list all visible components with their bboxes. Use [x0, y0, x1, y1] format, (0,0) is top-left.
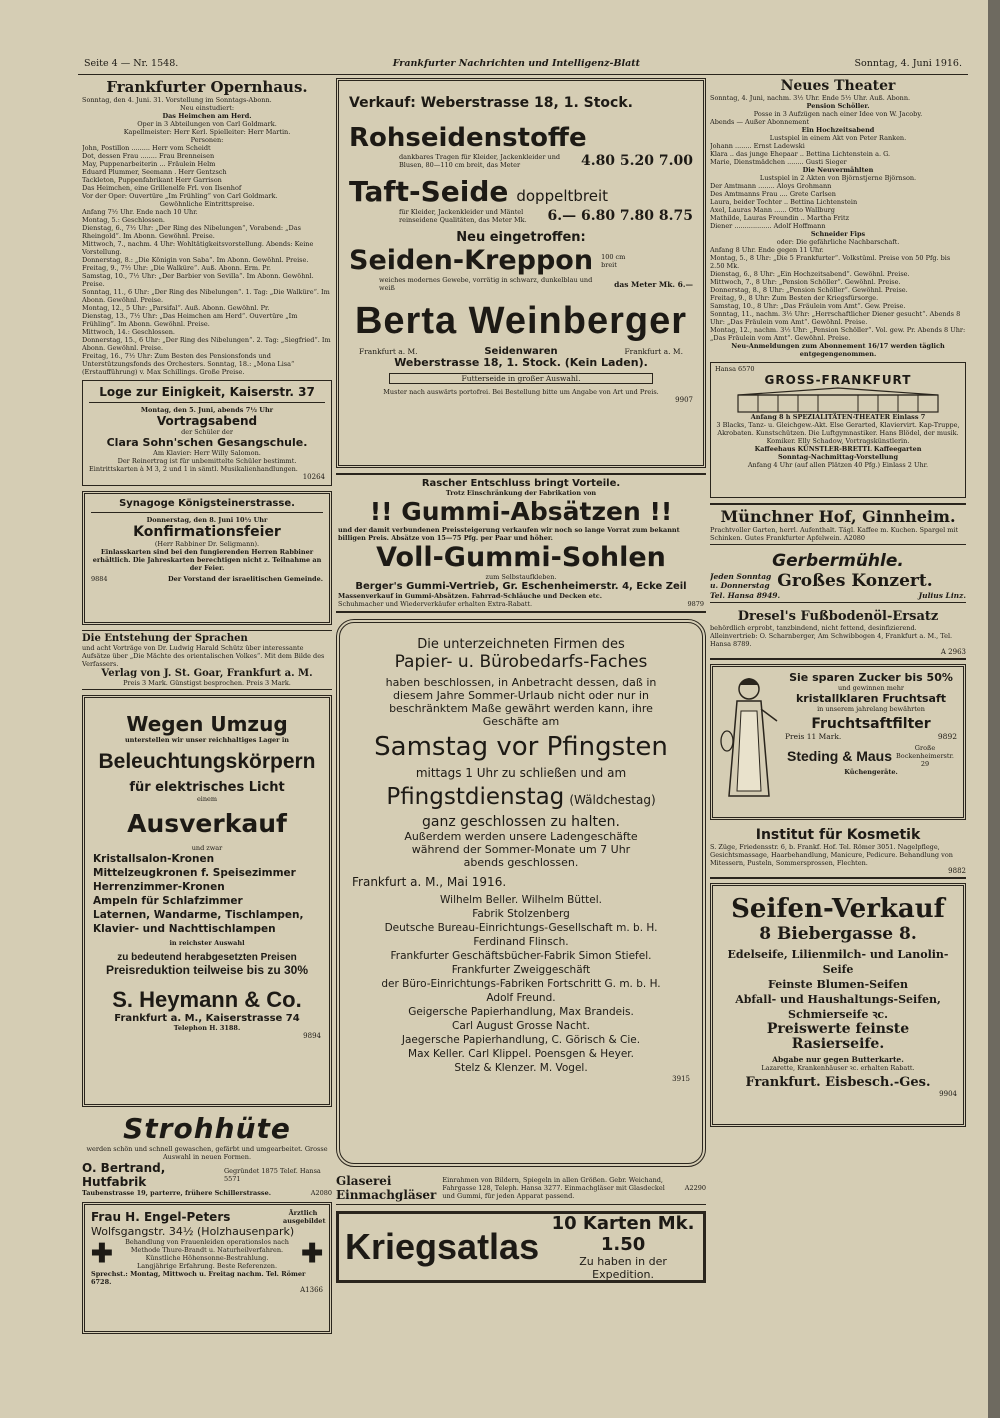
- papier-firm: Max Keller. Carl Klippel. Poensgen & Heyer.: [408, 1048, 634, 1060]
- housewife-illustration-icon: [719, 671, 779, 801]
- papier-closed: ganz geschlossen zu halten.: [422, 814, 620, 830]
- header-title: Frankfurter Nachrichten und Intelligenz-Blatt: [392, 58, 641, 69]
- cross-icon: ✚: [91, 1239, 113, 1269]
- weinberger-p2-prices: 6.— 6.80 7.80 8.75: [547, 208, 693, 224]
- umzug-items: [93, 852, 321, 936]
- program-row: Anfang 7½ Uhr. Ende nach 10 Uhr.: [82, 208, 198, 216]
- kosmetik-title: Institut für Kosmetik: [755, 827, 921, 843]
- weinberger-p2-text: für Kleider, Jackenkleider und Mäntel reinseidene Qualitäten, das Meter Mk.: [399, 208, 527, 224]
- kosmetik-ad: [710, 825, 966, 879]
- umzug-for: für elektrisches Licht: [129, 780, 285, 795]
- papier-day2: Pfingstdienstag: [386, 784, 565, 810]
- cast-row: Eduard Plummer, Seemann . Herr Gentzsch: [82, 168, 227, 176]
- kriegsatlas-ad: [336, 1211, 706, 1283]
- strohhuete-address: Taubenstrasse 19, parterre, frühere Schillerstrasse.: [82, 1189, 271, 1197]
- nt-cast-row: Axel, Lauras Mann ...... Otto Wallburg: [710, 206, 835, 214]
- loge-event: Vortragsabend: [156, 414, 258, 428]
- papier-ad: [336, 619, 706, 1167]
- nt-program-row: Dienstag, 6., 8 Uhr: „Ein Hochzeitsabend“. Gewöhnl. Preise.: [710, 270, 910, 278]
- engel-line: Künstliche Höhensonne-Bestrahlung.: [145, 1254, 269, 1262]
- seifen-line: Preiswerte feinste Rasierseife.: [766, 1021, 910, 1052]
- umzug-choice: in reichster Auswahl: [169, 939, 245, 947]
- loge-date: Montag, den 5. Juni, abends 7½ Uhr: [140, 406, 274, 414]
- program-row: Dienstag, 13., 7½ Uhr: „Das Heimchen am Herd“. Ouvertüre „Im Frühling“. Im Abonn. Gewöhnl. Preise.: [82, 312, 298, 328]
- engel-ad: [82, 1202, 332, 1334]
- weinberger-p2: Taft-Seide: [349, 175, 509, 208]
- gummi-top: Rascher Entschluss bringt Vorteile.: [421, 478, 621, 489]
- muenchner-title: Münchner Hof, Ginnheim.: [720, 507, 956, 526]
- engel-address: Wolfsgangstr. 34½ (Holzhausenpark): [91, 1225, 295, 1238]
- umzug-ad: [82, 695, 332, 1107]
- opernhaus-listing: [82, 78, 332, 376]
- gerbermuehle-days2: u. Donnerstag: [710, 581, 770, 590]
- weinberger-foot: Muster nach auswärts portofrei. Bei Bestellung bitte um Angabe von Art und Preis.: [383, 388, 659, 396]
- papier-day1: Samstag vor Pfingsten: [374, 732, 668, 762]
- steding-goods: Küchengeräte.: [844, 768, 898, 776]
- glaserei-code: A2290: [684, 1184, 706, 1192]
- gerbermuehle-ad: [710, 549, 966, 603]
- seifen-ad: [710, 883, 966, 1127]
- glaserei-ad: [336, 1172, 706, 1205]
- strohhuete-ad: [82, 1112, 332, 1197]
- dresel-text: behördlich erprobt, tanzbindend, nicht fettend, desinfizierend. Alleinvertrieb: O. Scharnberger, Am Schwibbogen 4, Frankfurt a. M., Tel. Hansa 8789.: [710, 624, 953, 648]
- program-row: Mittwoch, 14.: Geschlossen.: [82, 328, 175, 336]
- papier-firm: der Büro-Einrichtungs-Fabriken Fortschritt G. m. b. H.: [381, 978, 661, 990]
- umzug-sub: unterstellen wir unser reichhaltiges Lager in: [124, 736, 290, 744]
- opernhaus-title: Frankfurter Opernhaus.: [106, 78, 308, 96]
- cast-row: May, Puppenarbeiterin ... Fräulein Helm: [82, 160, 216, 168]
- gf-sunday: Sonntag-Nachmittag-Vorstellung: [777, 453, 899, 461]
- engel-line: Behandlung von Frauenleiden operationslos nach Methode Thure-Brandt u. Naturheilverfahren.: [125, 1238, 289, 1254]
- seifen-line: Edelseife, Lilienmilch- und Lanolin-Seife: [727, 948, 949, 976]
- weinberger-code: 9907: [675, 396, 693, 404]
- column-right: [710, 78, 966, 1132]
- engel-hours: Sprechst.: Montag, Mittwoch u. Freitag nachm. Tel. Römer 6728.: [91, 1270, 306, 1286]
- program-row: Donnerstag, 8.: „Die Königin von Saba“. Im Abonn. Gewöhnl. Preise.: [82, 256, 309, 264]
- program-row: Donnerstag, 15., 6 Uhr: „Der Ring des Nibelungen“. 2. Tag: „Siegfried“. Im Abonn. Gewöhnl. Preise.: [82, 336, 331, 352]
- umzug-item: Herrenzimmer-Kronen: [93, 881, 225, 893]
- umzug-item: Ampeln für Schlafzimmer: [93, 895, 243, 907]
- seifen-note: Abgabe nur gegen Butterkarte.: [772, 1055, 904, 1064]
- sprachen-ad: [82, 630, 332, 690]
- loge-school: Clara Sohn'schen Gesangschule.: [106, 436, 308, 449]
- column-middle: [336, 78, 706, 1288]
- gummi-h1: !! Gummi-Absätzen !!: [369, 497, 673, 526]
- nt-cast-row: Des Amtmanns Frau .... Grete Carlsen: [710, 190, 836, 198]
- dresel-code: A 2963: [940, 648, 966, 656]
- engel-title: Frau H. Engel-Peters: [91, 1210, 231, 1224]
- program-row: Freitag, 9., 7½ Uhr: „Die Walküre“. Auß. Abonn. Erm. Pr.: [82, 264, 271, 272]
- engel-code: A1366: [300, 1286, 323, 1294]
- weinberger-city-right: Frankfurt a. M.: [624, 347, 683, 356]
- nt-program-row: Anfang 8 Uhr. Ende gegen 11 Uhr.: [710, 246, 824, 254]
- umzug-in: einem: [196, 795, 218, 803]
- nt-program-row: Sonntag, 11., nachm. 3½ Uhr: „Herrschaftlicher Diener gesucht“. Abends 8 Uhr: „Das Fräulein vom Amt“. Gewöhnl. Preise.: [710, 310, 961, 326]
- weinberger-lining: Futterseide in großer Auswahl.: [389, 373, 653, 384]
- nt-play4: Schneider Fips: [810, 230, 866, 238]
- theater-building-icon: [718, 387, 958, 413]
- seifen-firm: Frankfurt. Eisbesch.-Ges.: [745, 1075, 931, 1090]
- nt-cast-row: Marie, Dienstmädchen ........ Gusti Sieger: [710, 158, 847, 166]
- gerbermuehle-owner: Julius Linz.: [918, 591, 966, 600]
- synagoge-event: Konfirmationsfeier: [133, 524, 281, 540]
- weinberger-top: Verkauf: Weberstrasse 18, 1. Stock.: [349, 95, 633, 111]
- synagoge-text: Einlasskarten sind bei den fungierenden Herren Rabbiner erhältlich. Die Jahreskarten berechtigen nicht z. Teilnahme an der Feier.: [92, 548, 322, 572]
- umzug-sale: Ausverkauf: [127, 809, 287, 838]
- gf-phone: Hansa 6570: [715, 365, 755, 373]
- gf-sub: Anfang 8 h SPEZIALITÄTEN-THEATER Einlass 7: [750, 413, 926, 421]
- gummi-sub: Trotz Einschränkung der Fabrikation von: [445, 489, 597, 497]
- umzug-reduced: zu bedeutend herabgesetzten Preisen: [117, 952, 297, 963]
- nt-cast-row: Mathilde, Lauras Freundin .. Martha Fritz: [710, 214, 850, 222]
- steding-h2b: in unserem jahrelang bewährten: [817, 705, 925, 713]
- umzug-title: Wegen Umzug: [126, 712, 288, 736]
- program-row: Samstag, 10., 7½ Uhr: „Der Barbier von Sevilla“. Im Abonn. Gewöhnl. Preise.: [82, 272, 314, 288]
- weinberger-new: Neu eingetroffen:: [456, 230, 586, 245]
- program-row: Montag, 12., 5 Uhr: „Parsifal“. Auß. Abonn. Gewöhnl. Pr.: [82, 304, 270, 312]
- gerbermuehle-event: Großes Konzert.: [777, 571, 933, 591]
- dresel-ad: [710, 607, 966, 660]
- weinberger-p1-text: dankbares Tragen für Kleider, Jackenkleider und Blusen, 80—110 cm breit, das Meter: [399, 153, 561, 169]
- strohhuete-firm: O. Bertrand, Hutfabrik: [82, 1161, 166, 1189]
- loge-title: Loge zur Einigkeit, Kaiserstr. 37: [99, 385, 315, 399]
- gummi-text: und der damit verbundenen Preissteigerung verkaufen wir noch so lange Vorrat zum bekannt billigen Preis. Absätze von 15—75 Pfg. per Paar und höher.: [338, 526, 680, 542]
- weinberger-p2-sub: doppeltbreit: [516, 187, 609, 205]
- opernhaus-line: Neu einstudiert:: [179, 104, 235, 112]
- weinberger-address: Weberstrasse 18, 1. Stock. (Kein Laden).: [394, 356, 648, 369]
- dresel-title: Dresel's Fußbodenöl-Ersatz: [737, 609, 939, 624]
- papier-firm: Wilhelm Beller. Wilhelm Büttel.: [440, 894, 602, 906]
- steding-address: Große Bockenheimerstr. 29: [896, 744, 954, 768]
- loge-code: 10264: [302, 473, 325, 481]
- kriegsatlas-title: Kriegsatlas: [345, 1226, 540, 1267]
- papier-text: haben beschlossen, in Anbetracht dessen, daß in diesem Jahre Sommer-Urlaub nicht oder nur in beschränktem Maße gewährt werden kann, ihre Geschäfte am: [385, 676, 657, 728]
- sprachen-text: und acht Vorträge von Dr. Ludwig Harald Schütz über interessante Aufsätze über „Die Mächte des orientalischen Volkes“. Mit dem Bilde des Verfassers.: [82, 644, 325, 668]
- papier-firms: [352, 893, 690, 1075]
- nt-play1-note: Posse in 3 Aufzügen nach einer Idee von W. Jacoby.: [753, 110, 923, 118]
- program-row: Montag, 5.: Geschlossen.: [82, 216, 165, 224]
- cast-row: John, Postillon ......... Herr vom Scheidt: [82, 144, 211, 152]
- seifen-note2: Lazarette, Krankenhäuser ꝛc. erhalten Rabatt.: [761, 1064, 915, 1072]
- seifen-line: Abfall- und Haushaltungs-Seifen, Schmierseife ꝛc.: [735, 993, 941, 1021]
- nt-cast-row: Der Amtmann ........ Aloys Grohmann: [710, 182, 832, 190]
- program-row: Freitag, 16., 7½ Uhr: Zum Besten des Pensionsfonds und Unterstützungsfonds des Orchesters. Sonntag, 18.: „Mona Lisa“ (Erstaufführung) v. Max Schillings. Große Preise.: [82, 352, 295, 376]
- program-row: Mittwoch, 7., nachm. 4 Uhr: Wohltätigkeitsvorstellung. Abends: Keine Vorstellung.: [82, 240, 314, 256]
- synagoge-ad: [82, 491, 332, 625]
- papier-firm: Ferdinand Flinsch.: [473, 936, 569, 948]
- papier-trade: Papier- u. Bürobedarfs-Faches: [394, 652, 648, 672]
- gummi-ad: [336, 473, 706, 613]
- umzug-address: Frankfurt a. M., Kaiserstrasse 74: [114, 1013, 300, 1024]
- nt-play3-note: Lustspiel in 2 Akten von Björnstjerne Björnson.: [759, 174, 917, 182]
- loge-ad: [82, 380, 332, 486]
- neues-theater-listing: [710, 78, 966, 358]
- nt-play3: Die Neuvermählten: [802, 166, 874, 174]
- steding-h1: Sie sparen Zucker bis 50%: [789, 671, 953, 684]
- loge-note: Der Reinertrag ist für unbemittelte Schüler bestimmt.: [117, 457, 297, 465]
- nt-cast-row: Laura, beider Tochter .. Bettina Lichtenstein: [710, 198, 858, 206]
- papier-code: 3915: [672, 1075, 690, 1083]
- papier-place: Frankfurt a. M., Mai 1916.: [352, 875, 507, 889]
- nt-cast-row: Diener .................. Adolf Hoffmann: [710, 222, 826, 230]
- seifen-title: Seifen-Verkauf: [731, 894, 945, 924]
- nt-program-row: Donnerstag, 8., 8 Uhr: „Pension Schöller“. Gewöhnl. Preise.: [710, 286, 908, 294]
- program-row: Sonntag, 11., 6 Uhr: „Der Ring des Nibelungen“. 1. Tag: „Die Walküre“. Im Abonn. Gewöhnl. Preise.: [82, 288, 330, 304]
- papier-intro: Die unterzeichneten Firmen des: [417, 637, 625, 652]
- weinberger-trade: Seidenwaren: [484, 346, 558, 357]
- gummi-h2: Voll-Gummi-Sohlen: [376, 542, 666, 573]
- gummi-foot: Schuhmacher und Wiederverkäufer erhalten Extra-Rabatt.: [338, 600, 533, 608]
- nt-program-row: Samstag, 10., 8 Uhr: „Das Fräulein vom Amt“. Gew. Preise.: [710, 302, 906, 310]
- cross-icon: ✚: [301, 1239, 323, 1269]
- steding-price: Preis 11 Mark.: [785, 732, 842, 741]
- opernhaus-line: Personen:: [190, 136, 224, 144]
- umzug-phone: Telephon H. 3188.: [173, 1024, 241, 1032]
- papier-firm: Jaegersche Papierhandlung, C. Görisch & Cie.: [401, 1034, 641, 1046]
- umzug-and: und zwar: [191, 844, 223, 852]
- synagoge-title: Synagoge Königsteinerstrasse.: [119, 498, 295, 509]
- gross-frankfurt-ad: [710, 362, 966, 498]
- newspaper-page: [78, 56, 968, 1391]
- cast-row: Tackleton, Puppenfabrikant Herr Garrison: [82, 176, 222, 184]
- gf-line: Kaffeehaus KÜNSTLER-BRETTL Kaffeegarten: [754, 445, 922, 453]
- nt-program-row: Freitag, 9., 8 Uhr: Zum Besten der Kriegsfürsorge.: [710, 294, 879, 302]
- loge-sub: der Schüler der: [181, 428, 233, 436]
- papier-firm: Deutsche Bureau-Einrichtungs-Gesellschaft m. b. H.: [384, 922, 658, 934]
- seifen-line: Feinste Blumen-Seifen: [767, 978, 908, 991]
- umzug-product: Beleuchtungskörpern: [98, 750, 316, 773]
- gf-title: GROSS-FRANKFURT: [764, 373, 912, 387]
- gummi-line: Massenverkauf in Gummi-Absätzen. Fahrrad-Schläuche und Decken etc.: [338, 592, 602, 600]
- steding-code: 9892: [937, 732, 957, 741]
- kosmetik-text: S. Züge, Friedensstr. 6, b. Frankf. Hof. Tel. Römer 3051. Nagelpflege, Gesichtsmassage, Haarbehandlung, Manicure, Pedicure. Behandlung von Mitessern, Pusteln, Sommersprossen, Flechten.: [710, 843, 953, 867]
- engel-badge: Ärztlich ausgebildet: [283, 1209, 326, 1225]
- glaserei-text: Einrahmen von Bildern, Spiegeln in allen Größen. Gebr. Weichand, Fahrgasse 128, Teleph. Hansa 3277. Einmachgläser mit Glasdeckel und Gummi, für jeden Apparat passend.: [442, 1176, 665, 1200]
- gerbermuehle-days1: Jeden Sonntag: [710, 572, 772, 581]
- nt-play4-note: oder: Die gefährliche Nachbarschaft.: [776, 238, 900, 246]
- sprachen-title: Die Entstehung der Sprachen: [82, 633, 248, 644]
- column-left: [82, 78, 332, 1339]
- papier-firm: Carl August Grosse Nacht.: [452, 1020, 590, 1032]
- nt-intro: Sonntag, 4. Juni, nachm. 3½ Uhr. Ende 5½ Uhr. Auß. Abonn.: [710, 94, 911, 102]
- opernhaus-intro: Sonntag, den 4. Juni. 31. Vorstellung im Sonntags-Abonn.: [82, 96, 272, 104]
- opernhaus-cast: [82, 144, 332, 192]
- steding-h1b: und gewinnen mehr: [837, 684, 905, 692]
- nt-cast-row: Klara .. das junge Ehepaar .. Bettina Lichtenstein a. G.: [710, 150, 891, 158]
- strohhuete-title: Strohhüte: [123, 1112, 291, 1145]
- papier-firm: Frankfurter Geschäftsbücher-Fabrik Simon Stiefel.: [390, 950, 652, 962]
- nt-play2-note: Lustspiel in einem Akt von Peter Ranken.: [769, 134, 907, 142]
- glaserei-title: Glaserei: [336, 1174, 392, 1188]
- program-row: Gewöhnliche Eintrittspreise.: [159, 200, 255, 208]
- nt-play1: Pension Schöller.: [806, 102, 870, 110]
- gummi-sub2: zum Selbstaufkleben.: [485, 573, 557, 581]
- papier-day2-note: (Wäldchestag): [569, 793, 656, 807]
- papier-firm: Geigersche Papierhandlung, Max Brandeis.: [408, 1006, 634, 1018]
- gf-sunday-time: Anfang 4 Uhr (auf allen Plätzen 40 Pfg.) Einlass 2 Uhr.: [747, 461, 929, 469]
- umzug-code: 9894: [303, 1032, 321, 1040]
- opernhaus-line: Das Heimchen am Herd.: [162, 112, 252, 120]
- papier-mid: mittags 1 Uhr zu schließen und am: [415, 766, 627, 780]
- header-left: Seite 4 — Nr. 1548.: [84, 58, 179, 69]
- papier-firm: Adolf Freund.: [486, 992, 556, 1004]
- nt-cast-row: Johann ........ Ernst Ladewski: [710, 142, 805, 150]
- umzug-firm: S. Heymann & Co.: [112, 987, 302, 1012]
- nt-program-row: Montag, 5., 8 Uhr: „Die 5 Frankfurter“. Volkstüml. Preise von 50 Pfg. bis 2.50 Mk.: [710, 254, 951, 270]
- header-right: Sonntag, 4. Juni 1916.: [854, 58, 962, 69]
- steding-product: Fruchtsaftfilter: [811, 716, 931, 732]
- weinberger-p1: Rohseidenstoffe: [349, 123, 587, 153]
- program-row: Dienstag, 6., 7½ Uhr: „Der Ring des Nibelungen“, Vorabend: „Das Rheingold“. Im Abonn. Gewöhnl. Preise.: [82, 224, 301, 240]
- cast-row: Dot, dessen Frau ........ Frau Brenneisen: [82, 152, 215, 160]
- synagoge-rabbi: (Herr Rabbiner Dr. Seligmann).: [154, 540, 260, 548]
- papier-firm: Fabrik Stolzenberg: [472, 908, 570, 920]
- synagoge-date: Donnerstag, den 8. Juni 10½ Uhr: [146, 516, 268, 524]
- synagoge-sign: Der Vorstand der israelitischen Gemeinde.: [167, 575, 323, 583]
- umzug-item: Kristallsalon-Kronen: [93, 853, 215, 865]
- nt-program-row: Montag, 12., nachm. 3½ Uhr: „Pension Schöller“. Vol. gew. Pr. Abends 8 Uhr: „Das Fräulein vom Amt“. Gewöhnl. Preise.: [710, 326, 966, 342]
- nt-play2: Ein Hochzeitsabend: [801, 126, 875, 134]
- nt-evening: Abends — Außer Abonnement: [710, 118, 810, 126]
- opernhaus-line: Kapellmeister: Herr Kerl. Spielleiter: Herr Martin.: [123, 128, 291, 136]
- strohhuete-text: werden schön und schnell gewaschen, gefärbt und umgearbeitet. Grosse Auswahl in neuen Formen.: [86, 1145, 328, 1161]
- kriegsatlas-where: Zu haben in der Expedition.: [579, 1255, 667, 1281]
- neues-theater-title: Neues Theater: [780, 78, 896, 94]
- weinberger-firm: Berta Weinberger: [354, 300, 688, 342]
- strohhuete-founded: Gegründet 1875 Telef. Hansa 5571: [223, 1167, 321, 1183]
- umzug-discount: Preisreduktion teilweise bis zu 30%: [105, 963, 309, 977]
- strohhuete-code: A2080: [310, 1189, 332, 1197]
- opernhaus-line: Oper in 3 Abteilungen von Carl Goldmark.: [137, 120, 277, 128]
- sprachen-publisher: Verlag von J. St. Goar, Frankfurt a. M.: [101, 668, 313, 679]
- weinberger-ad: [336, 78, 706, 468]
- cast-row: Das Heimchen, eine Grillenelfe Frl. von Ilsenhof: [82, 184, 242, 192]
- glaserei-title2: Einmachgläser: [336, 1188, 437, 1202]
- papier-summer: Außerdem werden unsere Ladengeschäfte während der Sommer-Monate um 7 Uhr abends geschlossen.: [404, 830, 638, 869]
- program-row: Vor der Oper: Ouvertüre „Im Frühling“ von Carl Goldmark.: [82, 192, 278, 200]
- weinberger-p3-width: 100 cm breit: [601, 252, 626, 269]
- page-header: [78, 56, 968, 75]
- loge-piano: Am Klavier: Herr Willy Salomon.: [153, 449, 261, 457]
- weinberger-p3: Seiden-Kreppon: [349, 245, 594, 276]
- gerbermuehle-phone: Tel. Hansa 8949.: [710, 591, 781, 600]
- umzug-item: Laternen, Wandarme, Tischlampen, Klavier- und Nachttischlampen: [93, 909, 304, 935]
- umzug-item: Mittelzeugkronen f. Speisezimmer: [93, 867, 296, 879]
- kriegsatlas-price: 10 Karten Mk. 1.50: [551, 1213, 695, 1255]
- weinberger-p3-text: weiches modernes Gewebe, vorrätig in schwarz, dunkelblau und weiß: [379, 276, 593, 292]
- muenchner-hof-ad: [710, 503, 966, 545]
- nt-program-row: Neu-Anmeldungen zum Abonnement 16/17 werden täglich entgegengenommen.: [731, 342, 945, 358]
- synagoge-code: 9884: [91, 575, 108, 583]
- weinberger-p1-prices: 4.80 5.20 7.00: [580, 153, 693, 169]
- weinberger-p3-price: das Meter Mk. 6.—: [614, 279, 693, 289]
- nt-program-row: Mittwoch, 7., 8 Uhr: „Pension Schöller“. Gewöhnl. Preise.: [710, 278, 901, 286]
- steding-firm: Steding & Maus: [786, 748, 892, 764]
- papier-firm: Stelz & Klenzer. M. Vogel.: [454, 1062, 588, 1074]
- loge-tickets: Eintrittskarten à M 3, 2 und 1 in sämtl. Musikalienhandlungen.: [89, 465, 298, 473]
- muenchner-text: Prachtvoller Garten, herrl. Aufenthalt. Tägl. Kaffee m. Kuchen. Spargel mit Schinken. Gutes Frankfurter Apfelwein. A2080: [710, 526, 959, 542]
- seifen-address: 8 Biebergasse 8.: [759, 924, 917, 944]
- steding-h2: kristallklaren Fruchtsaft: [795, 692, 947, 705]
- gerbermuehle-title: Gerbermühle.: [772, 551, 904, 571]
- weinberger-city-left: Frankfurt a. M.: [359, 347, 418, 356]
- kosmetik-code: 9882: [948, 867, 966, 875]
- seifen-code: 9904: [939, 1090, 957, 1098]
- gummi-code: 9879: [687, 600, 704, 608]
- steding-ad: [710, 664, 966, 820]
- gf-text: 3 Blacks, Tanz- u. Gleichgew.-Akt. Else Gerarted, Klaviervirt. Kap-Truppe, Akrobaten. Kunstschützen. Die Luftgymnastiker. Hans Blödel, der musik. Komiker. Elly Schadow, Vortragskünstlerin.: [716, 421, 960, 445]
- sprachen-price: Preis 3 Mark. Günstigst besprochen. Preis 3 Mark.: [123, 679, 291, 687]
- engel-line: Langjährige Erfahrung. Beste Referenzen.: [136, 1262, 278, 1270]
- opernhaus-program: [82, 192, 332, 376]
- papier-firm: Frankfurter Zweiggeschäft: [451, 964, 591, 976]
- gummi-firm: Berger's Gummi-Vertrieb, Gr. Eschenheimerstr. 4, Ecke Zeil: [355, 581, 687, 592]
